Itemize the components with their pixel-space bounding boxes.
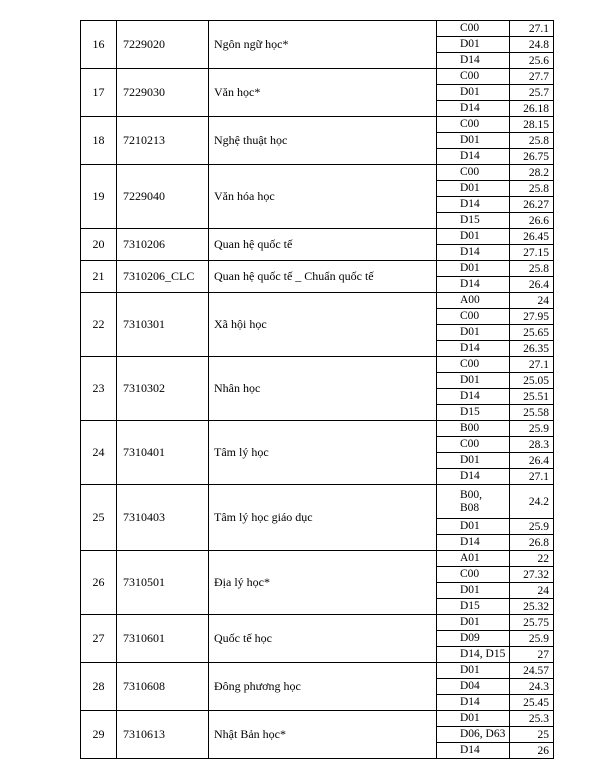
admission-score: 24.3 bbox=[510, 679, 554, 695]
admission-score: 26.75 bbox=[510, 149, 554, 165]
admission-score: 26.45 bbox=[510, 229, 554, 245]
subject-combination: D01 bbox=[437, 229, 510, 245]
subject-combination: D14 bbox=[437, 197, 510, 213]
subject-combination: D14 bbox=[437, 341, 510, 357]
admission-score: 27.1 bbox=[510, 21, 554, 37]
row-number: 22 bbox=[81, 293, 117, 357]
admission-score: 25.8 bbox=[510, 133, 554, 149]
subject-combination: D14 bbox=[437, 53, 510, 69]
subject-combination: D01 bbox=[437, 181, 510, 197]
subject-combination: C00 bbox=[437, 69, 510, 85]
subject-combination: C00 bbox=[437, 437, 510, 453]
subject-combination: D14 bbox=[437, 389, 510, 405]
subject-combination: B00 bbox=[437, 421, 510, 437]
admission-score: 25.05 bbox=[510, 373, 554, 389]
table-row bbox=[81, 69, 554, 85]
table-body bbox=[81, 21, 554, 759]
program-name: Quan hệ quốc tế _ Chuẩn quốc tế bbox=[209, 261, 437, 293]
admission-score: 25.65 bbox=[510, 325, 554, 341]
admission-score: 26.4 bbox=[510, 277, 554, 293]
admission-score: 27.32 bbox=[510, 567, 554, 583]
admission-score: 27.1 bbox=[510, 469, 554, 485]
table-row bbox=[81, 357, 554, 373]
subject-combination-line: B00, bbox=[460, 488, 483, 501]
admission-score: 25.45 bbox=[510, 695, 554, 711]
admission-score: 27.7 bbox=[510, 69, 554, 85]
subject-combination: D01 bbox=[437, 519, 510, 535]
subject-combination: D15 bbox=[437, 213, 510, 229]
subject-combination: D01 bbox=[437, 37, 510, 53]
subject-combination: D01 bbox=[437, 261, 510, 277]
admission-score: 26.6 bbox=[510, 213, 554, 229]
program-name: Địa lý học* bbox=[209, 551, 437, 615]
admission-score: 25.6 bbox=[510, 53, 554, 69]
subject-combination: D01 bbox=[437, 663, 510, 679]
program-name: Xã hội học bbox=[209, 293, 437, 357]
program-code: 7310206 bbox=[117, 229, 209, 261]
subject-combination: D01 bbox=[437, 615, 510, 631]
admission-score: 25.8 bbox=[510, 261, 554, 277]
table-row bbox=[81, 663, 554, 679]
program-name: Ngôn ngữ học* bbox=[209, 21, 437, 69]
admission-score: 25.75 bbox=[510, 615, 554, 631]
admission-score: 26.35 bbox=[510, 341, 554, 357]
program-name: Nhật Bản học* bbox=[209, 711, 437, 759]
program-name: Văn học* bbox=[209, 69, 437, 117]
program-name: Tâm lý học bbox=[209, 421, 437, 485]
table-row bbox=[81, 261, 554, 277]
subject-combination-line: B08 bbox=[460, 501, 480, 514]
admission-score: 26.27 bbox=[510, 197, 554, 213]
admission-score: 27.95 bbox=[510, 309, 554, 325]
program-name: Nghệ thuật học bbox=[209, 117, 437, 165]
table-row bbox=[81, 293, 554, 309]
subject-combination: D14 bbox=[437, 149, 510, 165]
row-number: 28 bbox=[81, 663, 117, 711]
table-row bbox=[81, 551, 554, 567]
admission-score: 27.15 bbox=[510, 245, 554, 261]
program-name: Tâm lý học giáo dục bbox=[209, 485, 437, 551]
row-number: 23 bbox=[81, 357, 117, 421]
program-code: 7310301 bbox=[117, 293, 209, 357]
admission-score: 27 bbox=[510, 647, 554, 663]
program-code: 7310302 bbox=[117, 357, 209, 421]
program-name: Quan hệ quốc tế bbox=[209, 229, 437, 261]
admission-score: 28.3 bbox=[510, 437, 554, 453]
subject-combination: D01 bbox=[437, 85, 510, 101]
subject-combination: A01 bbox=[437, 551, 510, 567]
program-code: 7229020 bbox=[117, 21, 209, 69]
table-row bbox=[81, 229, 554, 245]
program-name: Văn hóa học bbox=[209, 165, 437, 229]
row-number: 17 bbox=[81, 69, 117, 117]
subject-combination: C00 bbox=[437, 165, 510, 181]
row-number: 27 bbox=[81, 615, 117, 663]
admission-score: 26.4 bbox=[510, 453, 554, 469]
admission-score: 24 bbox=[510, 293, 554, 309]
subject-combination: D14 bbox=[437, 101, 510, 117]
table-row bbox=[81, 711, 554, 727]
subject-combination: D14 bbox=[437, 245, 510, 261]
subject-combination: D04 bbox=[437, 679, 510, 695]
admission-score: 26 bbox=[510, 743, 554, 759]
admission-score: 24.57 bbox=[510, 663, 554, 679]
admission-scores-table bbox=[80, 20, 554, 759]
subject-combination: D01 bbox=[437, 453, 510, 469]
subject-combination: C00 bbox=[437, 567, 510, 583]
program-code: 7310601 bbox=[117, 615, 209, 663]
admission-score: 25.51 bbox=[510, 389, 554, 405]
admission-score: 28.15 bbox=[510, 117, 554, 133]
program-name: Nhân học bbox=[209, 357, 437, 421]
admission-score: 25.7 bbox=[510, 85, 554, 101]
admission-score: 25.9 bbox=[510, 519, 554, 535]
admission-score: 27.1 bbox=[510, 357, 554, 373]
program-name: Đông phương học bbox=[209, 663, 437, 711]
subject-combination: D09 bbox=[437, 631, 510, 647]
table-row bbox=[81, 485, 554, 519]
admission-score: 25.9 bbox=[510, 631, 554, 647]
subject-combination: D15 bbox=[437, 405, 510, 421]
subject-combination: C00 bbox=[437, 309, 510, 325]
subject-combination: C00 bbox=[437, 21, 510, 37]
row-number: 29 bbox=[81, 711, 117, 759]
subject-combination: D14 bbox=[437, 743, 510, 759]
subject-combination: D01 bbox=[437, 133, 510, 149]
program-code: 7229040 bbox=[117, 165, 209, 229]
admission-score: 25.8 bbox=[510, 181, 554, 197]
subject-combination: D06, D63 bbox=[437, 727, 510, 743]
subject-combination: C00 bbox=[437, 117, 510, 133]
program-code: 7310613 bbox=[117, 711, 209, 759]
subject-combination bbox=[437, 485, 510, 519]
row-number: 25 bbox=[81, 485, 117, 551]
admission-score: 25.3 bbox=[510, 711, 554, 727]
subject-combination: D01 bbox=[437, 583, 510, 599]
row-number: 19 bbox=[81, 165, 117, 229]
row-number: 20 bbox=[81, 229, 117, 261]
program-code: 7310608 bbox=[117, 663, 209, 711]
row-number: 18 bbox=[81, 117, 117, 165]
program-code: 7229030 bbox=[117, 69, 209, 117]
subject-combination: D01 bbox=[437, 325, 510, 341]
admission-score: 26.8 bbox=[510, 535, 554, 551]
table-row bbox=[81, 615, 554, 631]
subject-combination: D14, D15 bbox=[437, 647, 510, 663]
table-row bbox=[81, 21, 554, 37]
program-code: 7310206_CLC bbox=[117, 261, 209, 293]
admission-score: 24.2 bbox=[510, 485, 554, 519]
admission-score: 25.58 bbox=[510, 405, 554, 421]
program-code: 7310401 bbox=[117, 421, 209, 485]
subject-combination: D14 bbox=[437, 277, 510, 293]
table-row bbox=[81, 165, 554, 181]
subject-combination: C00 bbox=[437, 357, 510, 373]
admission-score: 26.18 bbox=[510, 101, 554, 117]
admission-score: 25.9 bbox=[510, 421, 554, 437]
subject-combination: D14 bbox=[437, 695, 510, 711]
row-number: 26 bbox=[81, 551, 117, 615]
admission-score: 22 bbox=[510, 551, 554, 567]
program-code: 7310403 bbox=[117, 485, 209, 551]
subject-combination: D14 bbox=[437, 469, 510, 485]
subject-combination: D01 bbox=[437, 711, 510, 727]
admission-score: 24.8 bbox=[510, 37, 554, 53]
subject-combination: D01 bbox=[437, 373, 510, 389]
table-row bbox=[81, 421, 554, 437]
table-row bbox=[81, 117, 554, 133]
admission-score: 24 bbox=[510, 583, 554, 599]
program-name: Quốc tế học bbox=[209, 615, 437, 663]
program-code: 7310501 bbox=[117, 551, 209, 615]
admission-score: 25.32 bbox=[510, 599, 554, 615]
row-number: 16 bbox=[81, 21, 117, 69]
subject-combination: D14 bbox=[437, 535, 510, 551]
admission-score: 28.2 bbox=[510, 165, 554, 181]
program-code: 7210213 bbox=[117, 117, 209, 165]
admission-score: 25 bbox=[510, 727, 554, 743]
subject-combination: A00 bbox=[437, 293, 510, 309]
row-number: 24 bbox=[81, 421, 117, 485]
row-number: 21 bbox=[81, 261, 117, 293]
subject-combination: D15 bbox=[437, 599, 510, 615]
